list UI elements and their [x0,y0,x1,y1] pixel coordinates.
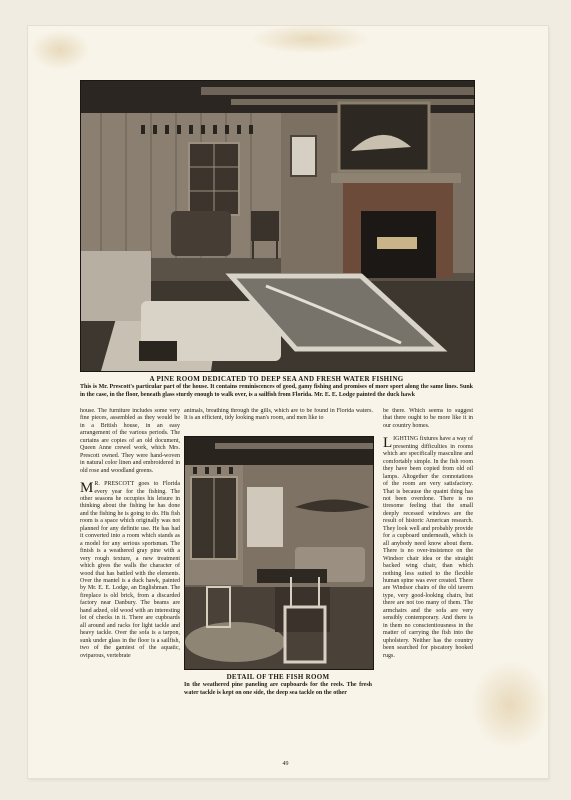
body-text: goes to Florida every year for the fishing. The other seasons he occupies his leisure in thinking about the fishing he has done and the fishing he is going to do. His fish room is a space which originally was not planned for any definite use. He has had it converted into a room which stands as a model for any serious sportsman. The finish is a weathered gray pine with a very rough texture, a new treatment which gives the walls the character of wood that has battled with the elements. Over the mantel is a duck hawk, painted by Mr. E. E. Lodge, an Englishman. The fireplace is old brick, from a discarded factory near Danbury. The beams are hand adzed, old wood with an interesting lot of checks in it. There are cupboards all around and racks for light tackle and heavy tackle. Over the sofa is a tarpon, sunk under glass in the floor is a sailfish, two of the gamiest of the aquatic, oviparous, vertebrate [80,481,180,659]
paper-stain [30,30,90,70]
lead-words: R. PRESCOTT [94,481,135,488]
photo1-caption-text: This is Mr. Prescott's particular part of the house. It contains reminiscences of good, gamy fishing and promises of more sport along the same lines. Sunk in the case, in the floor, beneath glass sturdy enough to walk over, is a sailfish from Florida. Mr. E. E. Lodge painted the duck hawk [80,384,473,398]
middle-paragraph: animals, breathing through the gills, which are to be found in Florida waters. It is an efficient, tidy looking man's room, and men like to [184,408,373,422]
page-number: 49 [282,761,289,767]
paper-stain [470,660,550,750]
text-column-left [80,408,180,746]
right-top-paragraph: be there. Which seems to suggest that there ought to be more like it in our country homes. [383,408,473,429]
lead-words: IGHTING [393,436,419,443]
paper-stain [250,24,370,54]
fish-room-photo [80,80,475,372]
photo2-caption-text: In the weathered pine paneling are cupboards for the reels. The fresh water tackle is kept on one side, the deep sea tackle on the other [184,682,372,696]
lighting-paragraph [383,436,473,660]
intro-paragraph: house. The furniture includes some very fine pieces, assembled as they would be in a British house, in an easy arrangement of the various periods. The curtains are copies of an old document, Queen Anne crewel work, which Mrs. Prescott owned. They were hand-woven in natural color linen and embroidered in old rose and woodland greens. [80,408,180,474]
text-column-middle [184,408,373,432]
photo1-caption-title: A PINE ROOM DEDICATED TO DEEP SEA AND FRESH WATER FISHING [149,375,404,383]
prescott-paragraph [80,481,180,660]
drop-cap: L [383,435,393,452]
photo2-caption-title: DETAIL OF THE FISH ROOM [226,673,330,681]
text-column-right [383,408,473,746]
body-text: fixtures have a way of presenting difficulties in rooms which are specifically masculine and comfortably simple. In the fish room they have been copied from old oil lamps. Altogether the connotations of the room are very satisfactory. That is because the quaint thing has not been overdone. There is no tiresome feeling that the small deeply recessed windows are the result of historic American research. They look well and probably provide for a cupboard underneath, which is all anybody need know about them. There is no over-insistence on the Windsor chair idea or the straight backed wing chair, than which nothing less suited to the flexible human spine was ever created. There are Windsor chairs of the old tavern type, very good-looking chairs, but there are not too many of them. The armchairs and the sofa are very sensibly contemporary. And there is in them no conscientiousness in the matter of carrying the fish into the upholstery. Neither has the country been searched for piscatory hooked rugs. [383,436,473,659]
fish-room-detail-photo [184,436,374,670]
drop-cap: M [80,480,94,497]
